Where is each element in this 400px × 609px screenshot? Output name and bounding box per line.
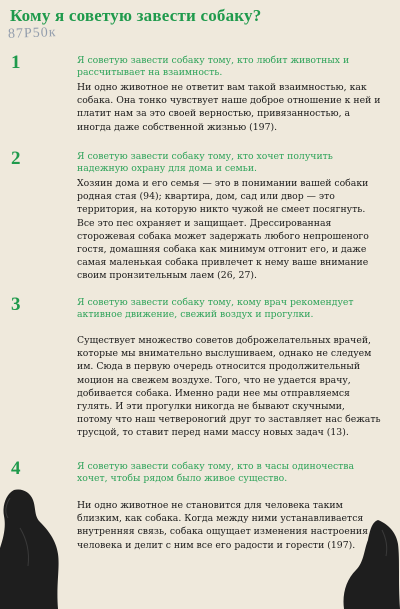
section-lead: Я советую завести собаку тому, кто в часы одиночества хочет, чтобы рядом было живое существо. — [77, 461, 355, 484]
section-number: 2 — [11, 148, 21, 169]
section-body: Ни одно животное не ответит вам такой взаимностью, как собака. Она тонко чувствует наше доброе отношение к ней и платит нам за это своей верностью, привязанностью, а иногда даже собственной жизнью (197). — [77, 82, 381, 133]
section-body: Ни одно животное не становится для человека таким близким, как собака. Когда между ними устанавливается внутренняя связь, собака ощущает изменения настроения человека и делит с ним все его радости и горести (197). — [77, 500, 368, 551]
section-number: 1 — [11, 52, 21, 73]
section-body: Хозяин дома и его семья — это в понимании вашей собаки родная стая (94); квартира, дом, сад или двор — это территория, на которую никто чужой не смеет посягнуть. Все это пес охраняет и защищает. Дрессированная сторожевая собака может задержать любого непрошеного гостя, домашняя собака как минимум отгонит его, и даже самая маленькая собака привлечет к нему ваше внимание своим пронзительным лаем (26, 27). — [77, 178, 369, 282]
section-body: Существует множество советов доброжелательных врачей, которые мы внимательно выслушиваем, однако не следуем им. Сюда в первую очередь относится продолжительный моцион на свежем воздухе. Того, что не удается врачу, добивается собака. Именно ради нее мы отправляемся гулять. И эти прогулки никогда не бывают скучными, потому что наш четвероногий друг то заставляет нас бежать трусцой, то ставит перед нами массу новых задач (13). — [77, 335, 381, 439]
dog-silhouette-left — [0, 488, 62, 609]
library-stamp: 87Р50к — [7, 25, 57, 42]
dog-silhouette-right — [338, 520, 400, 609]
page-title: Кому я советую завести собаку? — [10, 6, 262, 25]
section-lead: Я советую завести собаку тому, кому врач рекомендует активное движение, свежий воздух и прогулки. — [77, 297, 354, 320]
section-lead: Я советую завести собаку тому, кто любит животных и рассчитывает на взаимность. — [77, 55, 350, 78]
section-number: 4 — [11, 458, 21, 479]
section-lead: Я советую завести собаку тому, кто хочет получить надежную охрану для дома и семьи. — [77, 151, 333, 174]
section-number: 3 — [11, 294, 21, 315]
